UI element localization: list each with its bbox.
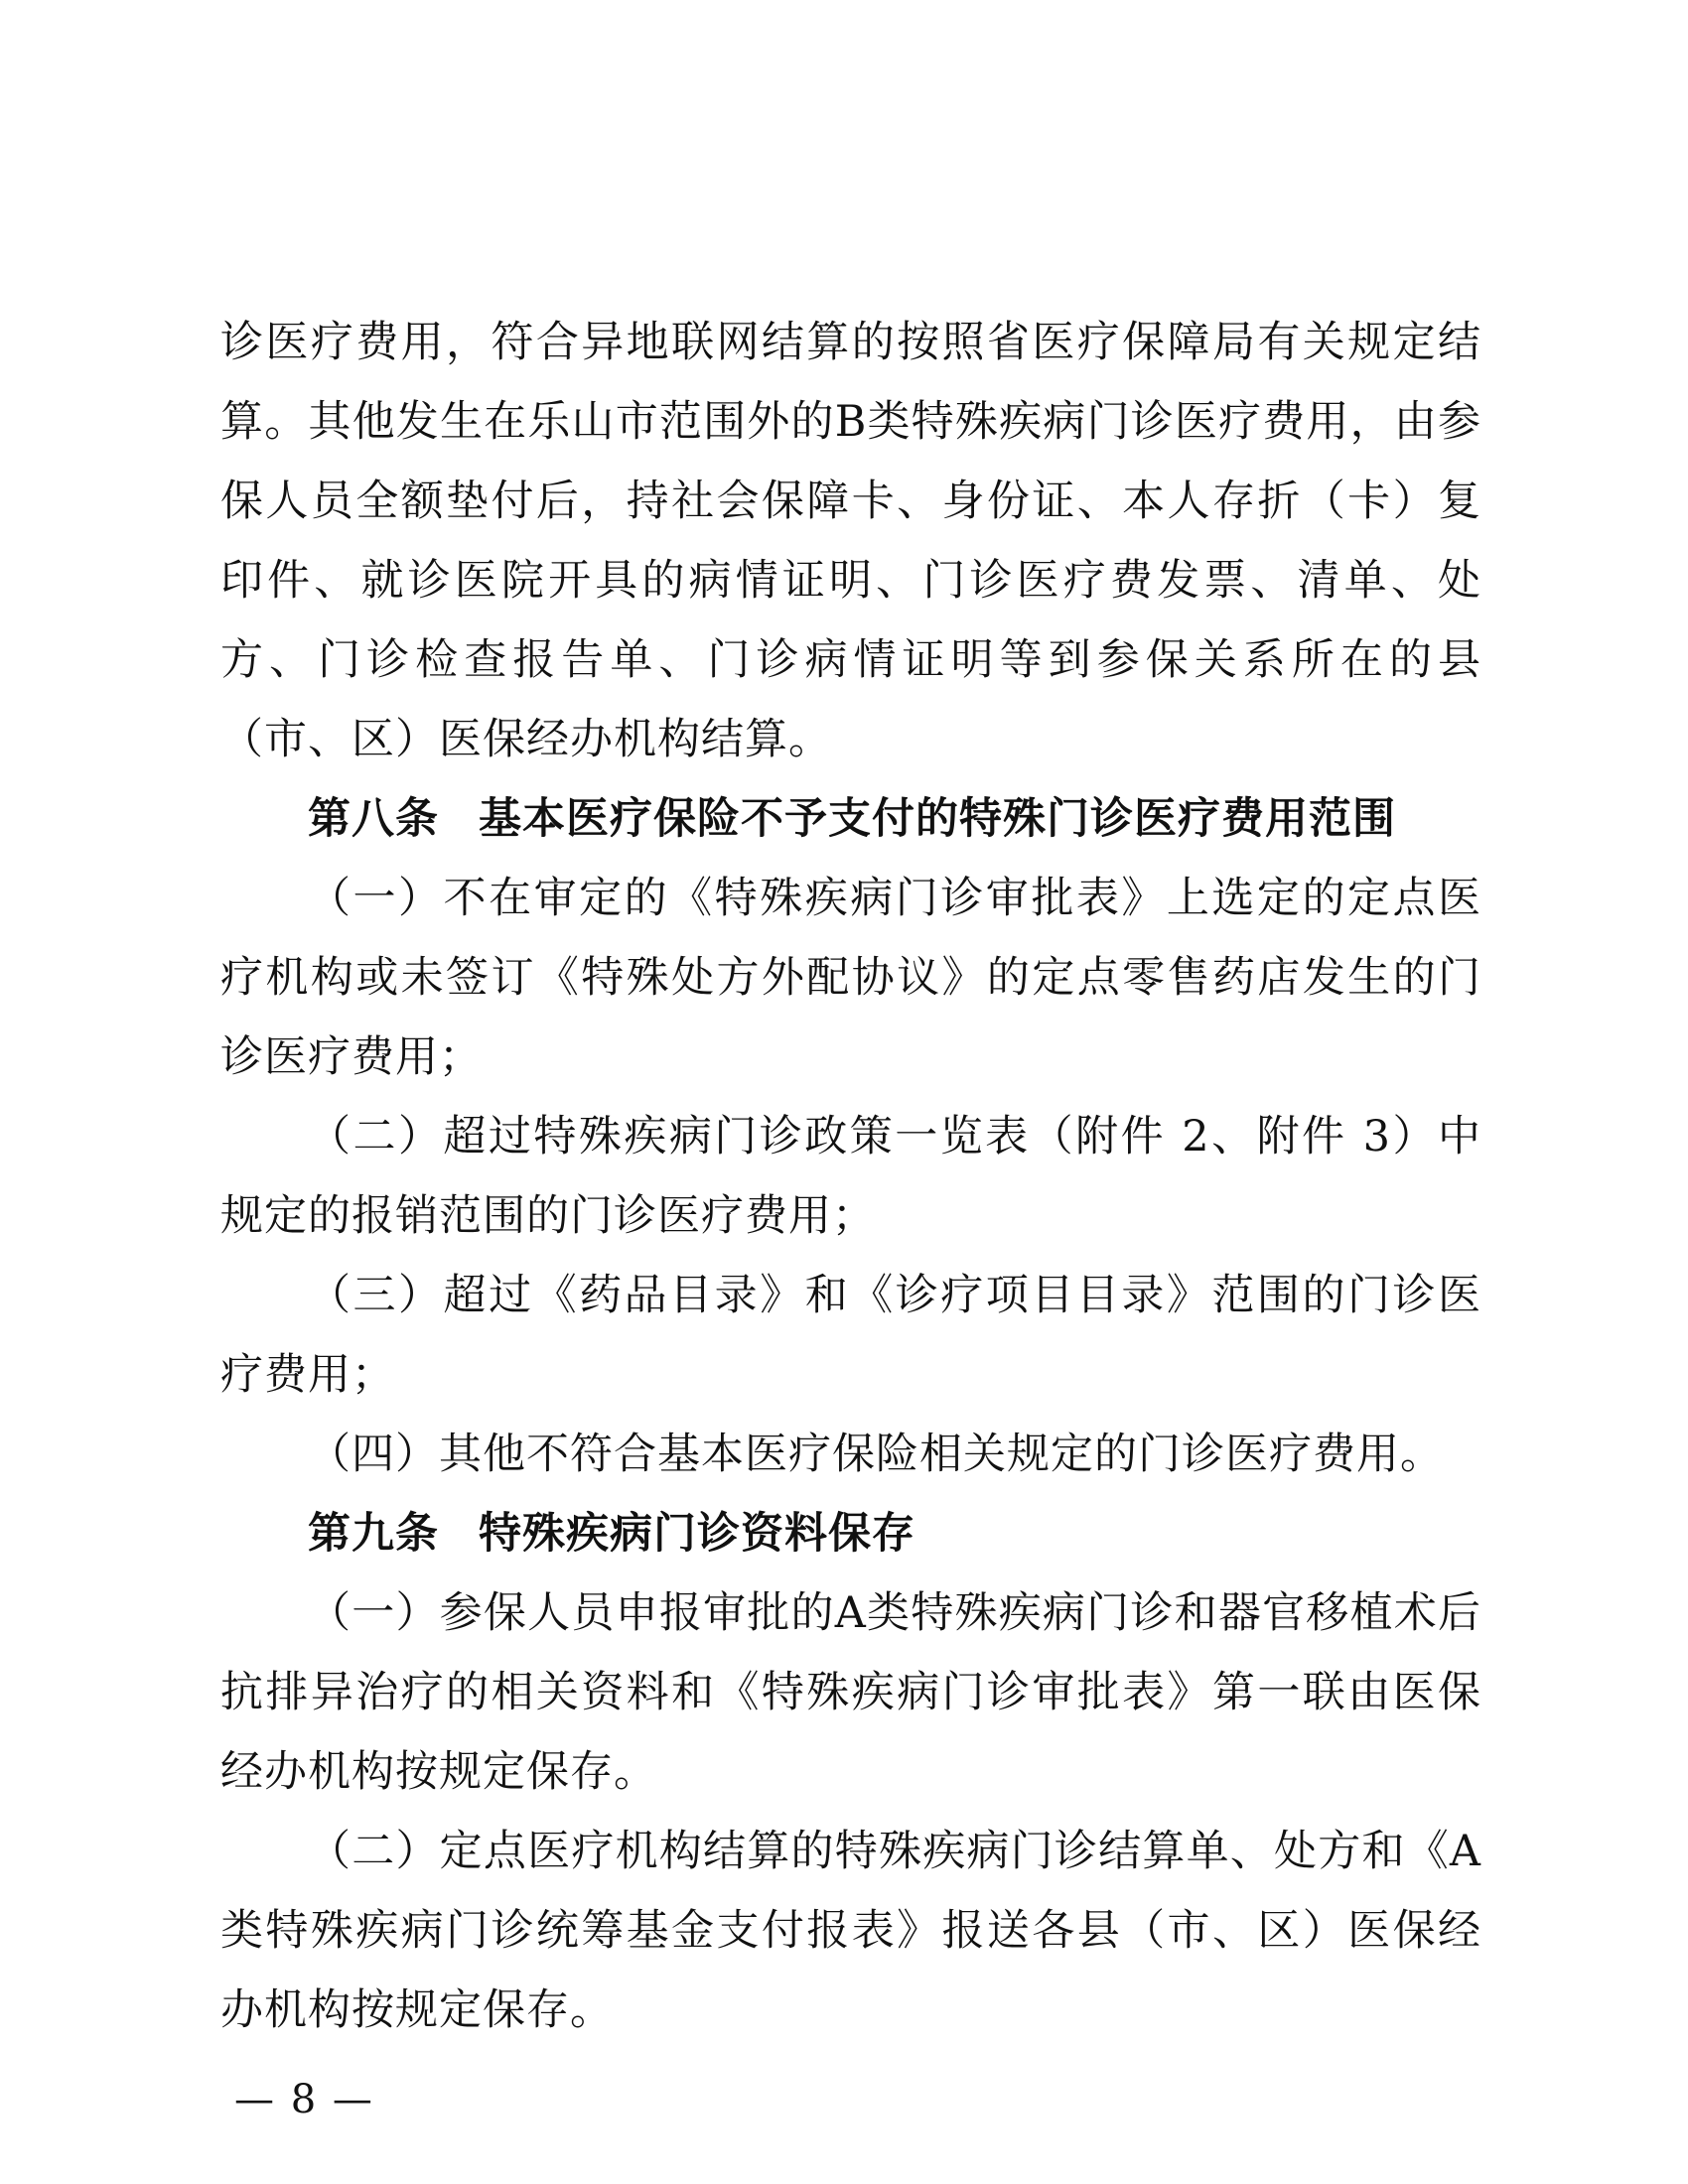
- article-9-item-2: （二）定点医疗机构结算的特殊疾病门诊结算单、处方和《A类特殊疾病门诊统筹基金支付报表》报送各县（市、区）医保经办机构按规定保存。: [220, 1827, 1481, 2035]
- article-8-item-1: （一）不在审定的《特殊疾病门诊审批表》上选定的定点医疗机构或未签订《特殊处方外配协议》的定点零售药店发生的门诊医疗费用；: [220, 874, 1481, 1082]
- article-8-item-3: （三）超过《药品目录》和《诊疗项目目录》范围的门诊医疗费用；: [220, 1271, 1481, 1400]
- article-9-heading: [220, 1494, 1481, 1573]
- body-text: [220, 303, 1481, 2050]
- article-8-heading: [220, 779, 1481, 859]
- page-number: — 8 —: [234, 2077, 374, 2122]
- continuation-paragraph: 诊医疗费用，符合异地联网结算的按照省医疗保障局有关规定结算。其他发生在乐山市范围外的B类特殊疾病门诊医疗费用，由参保人员全额垫付后，持社会保障卡、身份证、本人存折（卡）复印件、就诊医院开具的病情证明、门诊医疗费发票、清单、处方、门诊检查报告单、门诊病情证明等到参保关系所在的县（市、区）医保经办机构结算。: [220, 318, 1481, 764]
- article-8-item-2: （二）超过特殊疾病门诊政策一览表（附件 2、附件 3）中规定的报销范围的门诊医疗费用；: [220, 1112, 1481, 1241]
- article-8-title: 基本医疗保险不予支付的特殊门诊医疗费用范围: [479, 794, 1396, 844]
- article-9-item-1: （一）参保人员申报审批的A类特殊疾病门诊和器官移植术后抗排异治疗的相关资料和《特殊疾病门诊审批表》第一联由医保经办机构按规定保存。: [220, 1588, 1481, 1797]
- article-8-item-4: （四）其他不符合基本医疗保险相关规定的门诊医疗费用。: [308, 1430, 1444, 1479]
- article-8-number: 第八条: [308, 794, 439, 844]
- article-9-number: 第九条: [308, 1509, 439, 1559]
- article-9-title: 特殊疾病门诊资料保存: [479, 1509, 915, 1559]
